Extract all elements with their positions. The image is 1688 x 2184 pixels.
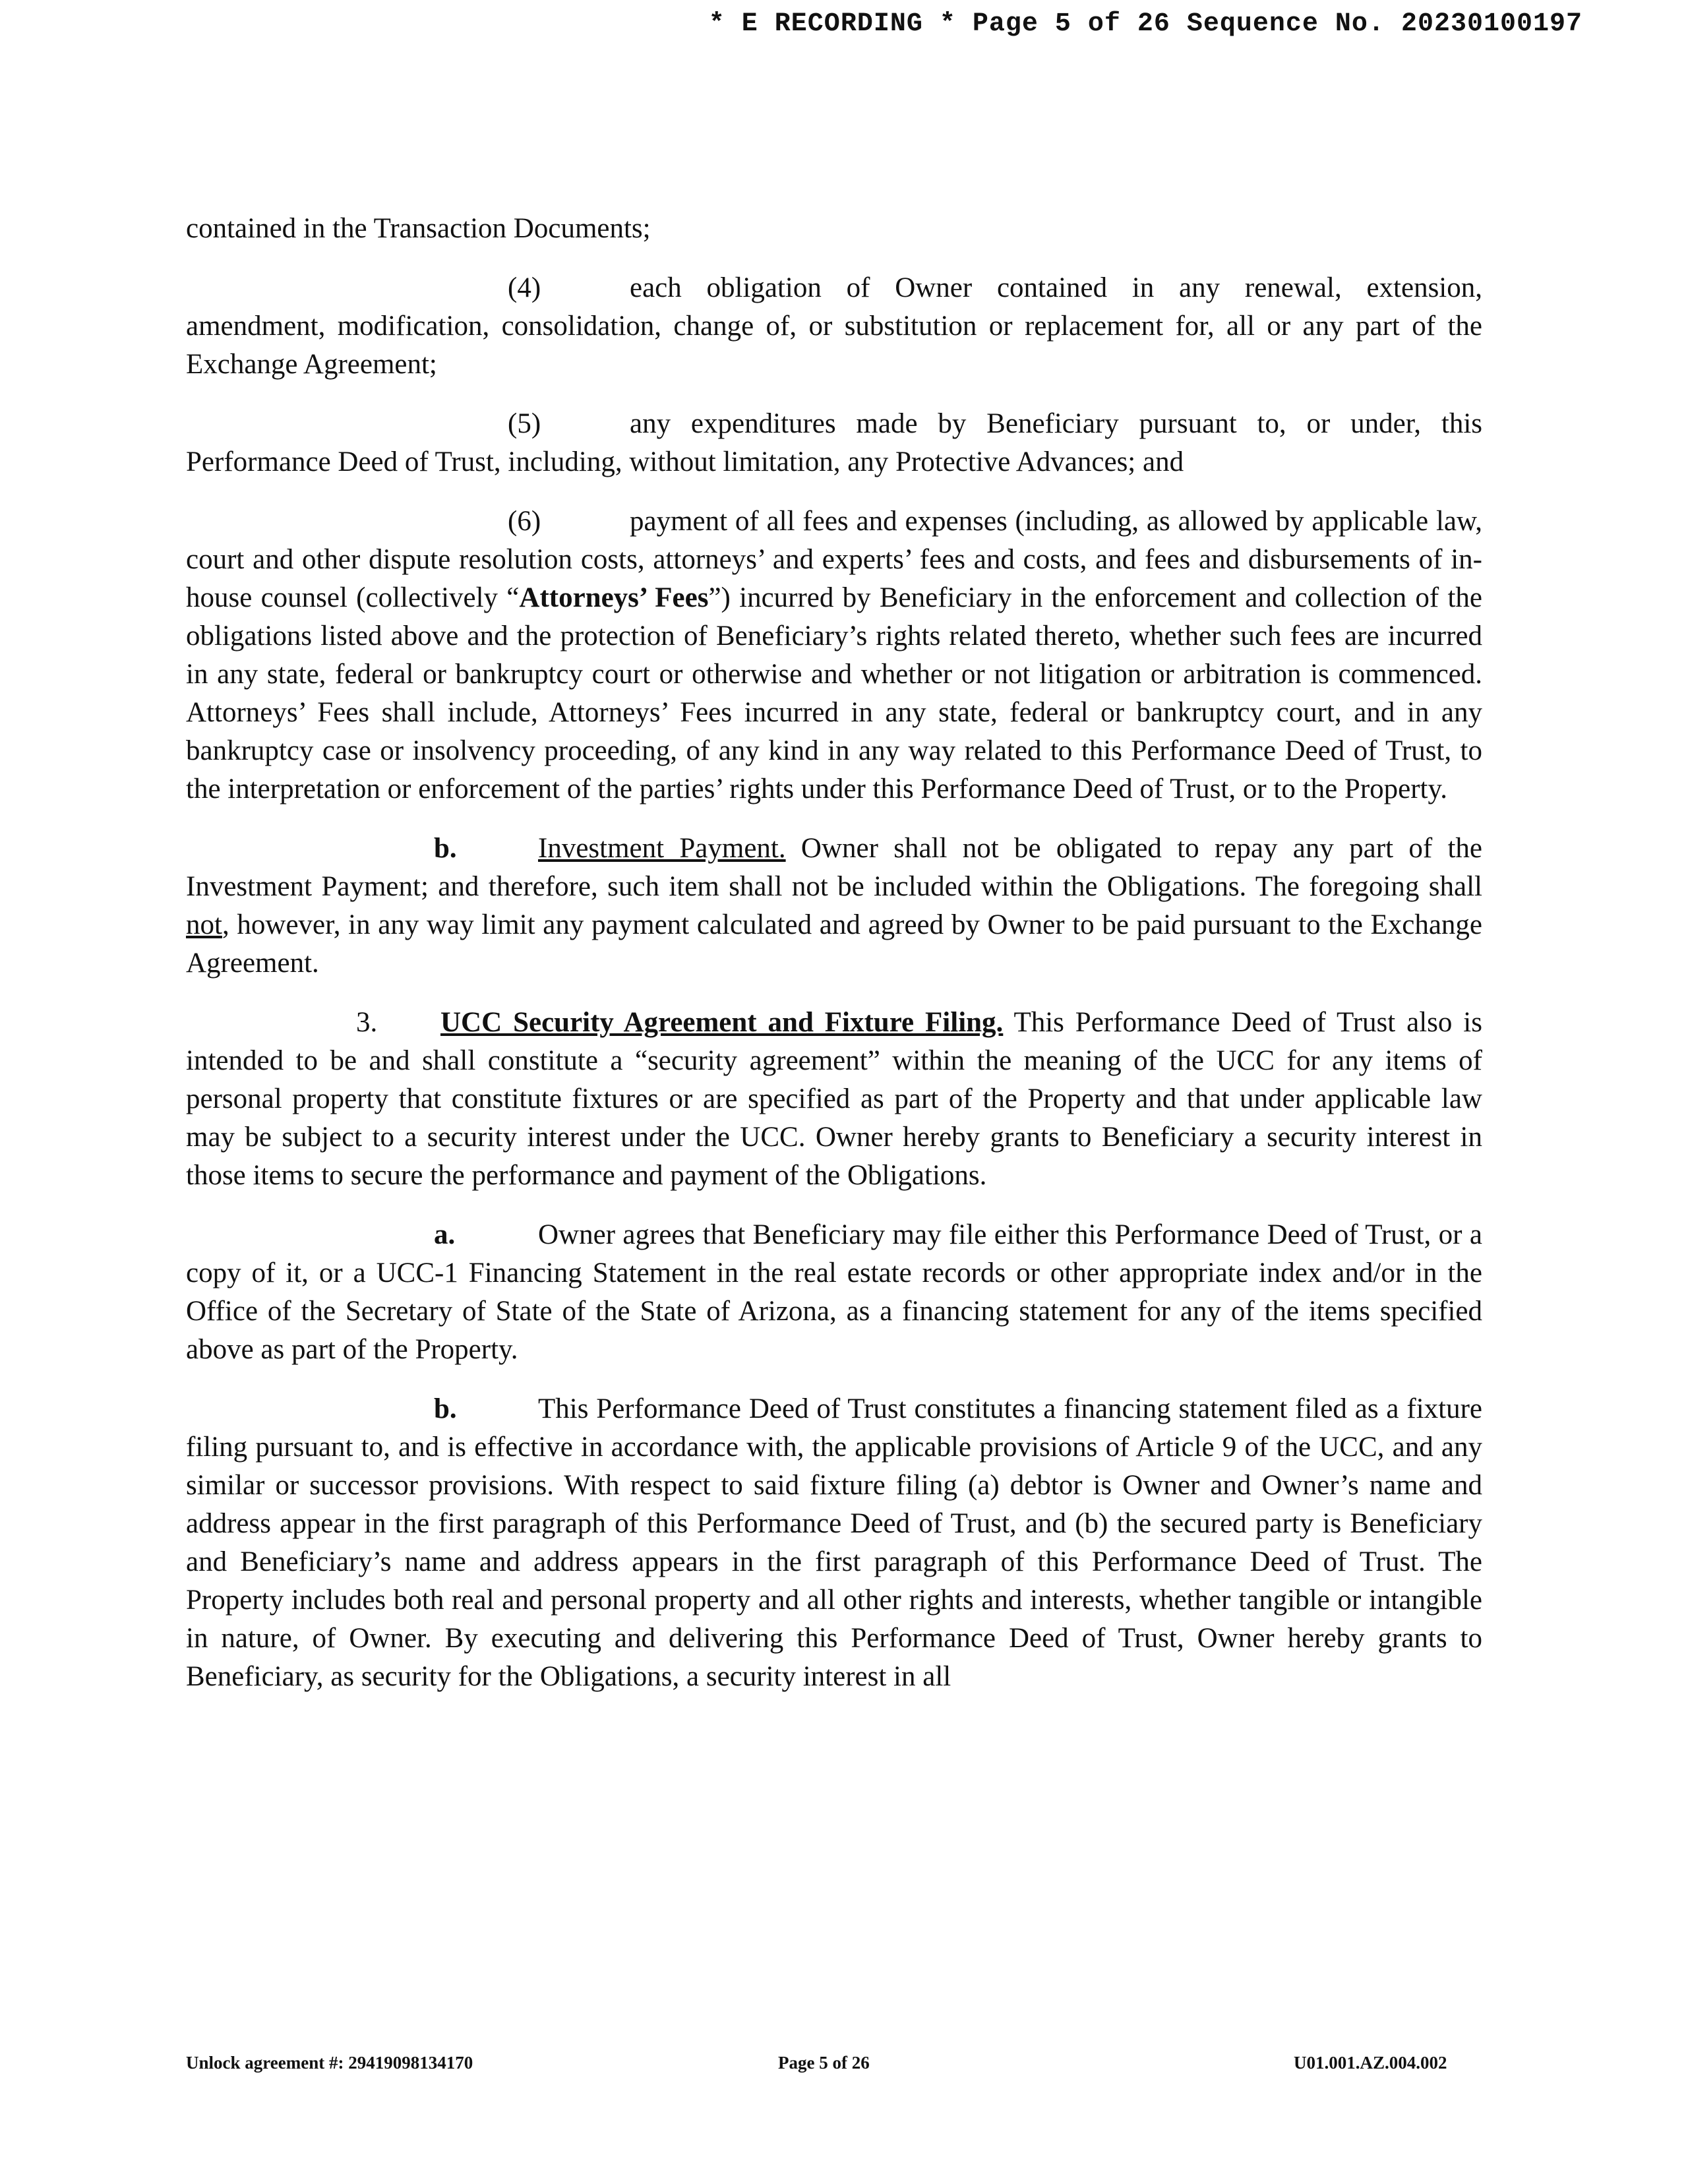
item-number: (5) — [508, 408, 541, 439]
footer-document-code: U01.001.AZ.004.002 — [1294, 2053, 1447, 2073]
paragraph-3b — [186, 1390, 1482, 1696]
item-number: (6) — [508, 506, 541, 537]
emphasis-not: not — [186, 909, 222, 940]
section-number: 3. — [356, 1007, 378, 1038]
paragraph-text: payment of all fees and expenses (including, as allowed by applicable law, court and other dispute resolution costs, attorneys’ and experts’ fees and costs, and fees and disbursements of in-house counsel (collectively “ — [186, 506, 1482, 613]
paragraph-b-investment-payment — [186, 830, 1482, 983]
paragraph-text: Owner shall not be obligated to repay any part of the Investment Payment; and therefore, such item shall not be included within the Obligations. The foregoing shall — [186, 833, 1482, 902]
recording-header: * E RECORDING * Page 5 of 26 Sequence No. 20230100197 — [708, 9, 1582, 39]
section-heading: UCC Security Agreement and Fixture Filing. — [440, 1007, 1004, 1038]
paragraph-heading: Investment Payment. — [538, 833, 786, 864]
footer-agreement-number: Unlock agreement #: 29419098134170 — [186, 2053, 473, 2073]
paragraph-text: , however, in any way limit any payment calculated and agreed by Owner to be paid pursuant to the Exchange Agreement. — [186, 909, 1482, 979]
paragraph-text: each obligation of Owner contained in any renewal, extension, amendment, modification, consolidation, change of, or substitution or replacement for, all or any part of the Exchange Agreement; — [186, 272, 1482, 380]
item-letter: b. — [434, 1393, 457, 1424]
defined-term: Attorneys’ Fees — [519, 582, 709, 613]
section-3-ucc — [186, 1004, 1482, 1195]
document-body — [186, 210, 1482, 1717]
item-letter: b. — [434, 833, 457, 864]
paragraph-item-6 — [186, 502, 1482, 808]
paragraph-3a — [186, 1216, 1482, 1369]
paragraph-text: any expenditures made by Beneficiary pursuant to, or under, this Performance Deed of Trust, including, without limitation, any Protective Advances; and — [186, 408, 1482, 477]
paragraph-continuation — [186, 210, 1482, 248]
paragraph-item-5 — [186, 405, 1482, 481]
paragraph-text: This Performance Deed of Trust also is intended to be and shall constitute a “security agreement” within the meaning of the UCC for any items of personal property that constitute fixtures or are specified as part of the Property and that under applicable law may be subject to a security interest under the UCC. Owner hereby grants to Beneficiary a security interest in those items to secure the performance and payment of the Obligations. — [186, 1007, 1482, 1191]
paragraph-item-4 — [186, 269, 1482, 384]
paragraph-text: contained in the Transaction Documents; — [186, 213, 651, 244]
paragraph-text: This Performance Deed of Trust constitutes a financing statement filed as a fixture filing pursuant to, and is effective in accordance with, the applicable provisions of Article 9 of the UCC, and any similar or successor provisions. With respect to said fixture filing (a) debtor is Owner and Owner’s name and address appear in the first paragraph of this Performance Deed of Trust, and (b) the secured party is Beneficiary and Beneficiary’s name and address appears in the first paragraph of this Performance Deed of Trust. The Property includes both real and personal property and all other rights and interests, whether tangible or intangible in nature, of Owner. By executing and delivering this Performance Deed of Trust, Owner hereby grants to Beneficiary, as security for the Obligations, a security interest in all — [186, 1393, 1482, 1692]
paragraph-text: ”) incurred by Beneficiary in the enforcement and collection of the obligations listed above and the protection of Beneficiary’s rights related thereto, whether such fees are incurred in any state, federal or bankruptcy court or otherwise and whether or not litigation or arbitration is commenced. Attorneys’ Fees shall include, Attorneys’ Fees incurred in any state, federal or bankruptcy court, and in any bankruptcy case or insolvency proceeding, of any kind in any way related to this Performance Deed of Trust, to the interpretation or enforcement of the parties’ rights under this Performance Deed of Trust, or to the Property. — [186, 582, 1482, 804]
item-number: (4) — [508, 272, 541, 303]
footer-page-number: Page 5 of 26 — [778, 2053, 870, 2073]
paragraph-text: Owner agrees that Beneficiary may file either this Performance Deed of Trust, or a copy of it, or a UCC-1 Financing Statement in the real estate records or other appropriate index and/or in the Office of the Secretary of State of the State of Arizona, as a financing statement for any of the items specified above as part of the Property. — [186, 1219, 1482, 1365]
item-letter: a. — [434, 1219, 456, 1250]
